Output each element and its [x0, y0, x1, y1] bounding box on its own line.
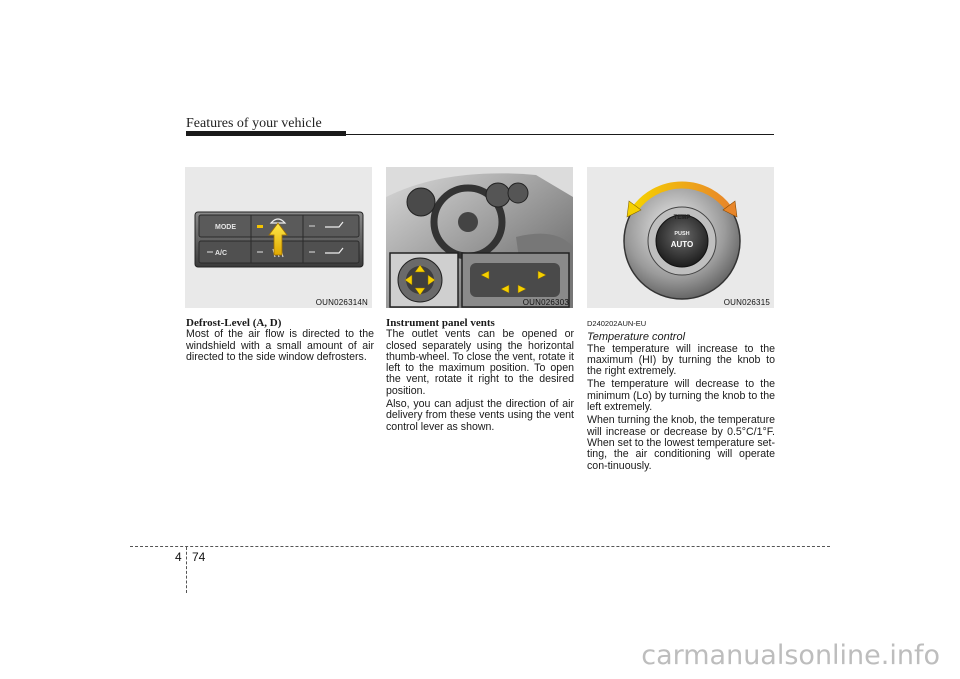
- body-text: When turning the knob, the temperature will increase or decrease by 0.5°C/1°F. When set to the lowest temperature set-ting, the air conditioning will operate con-tinuously.: [587, 414, 775, 472]
- section-heading: Defrost-Level (A, D): [186, 317, 282, 329]
- figure-caption: OUN026314N: [315, 298, 368, 307]
- mode-button-label: MODE: [215, 224, 236, 231]
- figure-instrument-vents: [386, 167, 573, 308]
- section-code: D240202AUN-EU: [587, 319, 647, 328]
- chapter-number: 4: [175, 550, 182, 564]
- figure-caption: OUN026315: [723, 298, 770, 307]
- body-text: The temperature will increase to the maximum (HI) by turning the knob to the right extremely.: [587, 342, 775, 378]
- auto-label: AUTO: [670, 240, 694, 249]
- dashboard-illustration: [386, 167, 573, 308]
- column-instrument-vents: [386, 318, 574, 435]
- running-header: Features of your vehicle: [186, 116, 322, 131]
- footer-rule: [130, 546, 830, 547]
- header-rule: [186, 134, 774, 135]
- column-temperature-control: [587, 318, 775, 474]
- figure-defrost-panel: [185, 167, 372, 308]
- temperature-knob-illustration: [587, 167, 774, 308]
- temp-label: TEMP: [673, 215, 691, 221]
- footer-divider: [186, 547, 187, 593]
- figure-temperature-knob: [587, 167, 774, 308]
- body-text: Also, you can adjust the direction of air delivery from these vents using the vent control lever as shown.: [386, 398, 574, 433]
- body-text: Most of the air flow is directed to the windshield with a small amount of air directed to the side window defrosters.: [186, 328, 374, 363]
- defrost-panel-illustration: [185, 167, 372, 308]
- page-number: 74: [192, 550, 206, 564]
- section-heading: Instrument panel vents: [386, 317, 495, 329]
- body-text: The temperature will decrease to the minimum (Lo) by turning the knob to the left extremely.: [587, 378, 775, 414]
- section-heading: Temperature control: [587, 331, 686, 344]
- column-defrost-level: [186, 318, 374, 365]
- push-label: PUSH: [674, 231, 690, 237]
- figure-caption: OUN026303: [522, 298, 569, 307]
- ac-button-label: A/C: [215, 250, 228, 257]
- watermark: carmanualsonline.info: [641, 640, 940, 671]
- body-text: The outlet vents can be opened or closed separately using the horizontal thumb-wheel. To close the vent, rotate it left to the maximum position. To open the vent, rotate it right to the desired position.: [386, 328, 574, 397]
